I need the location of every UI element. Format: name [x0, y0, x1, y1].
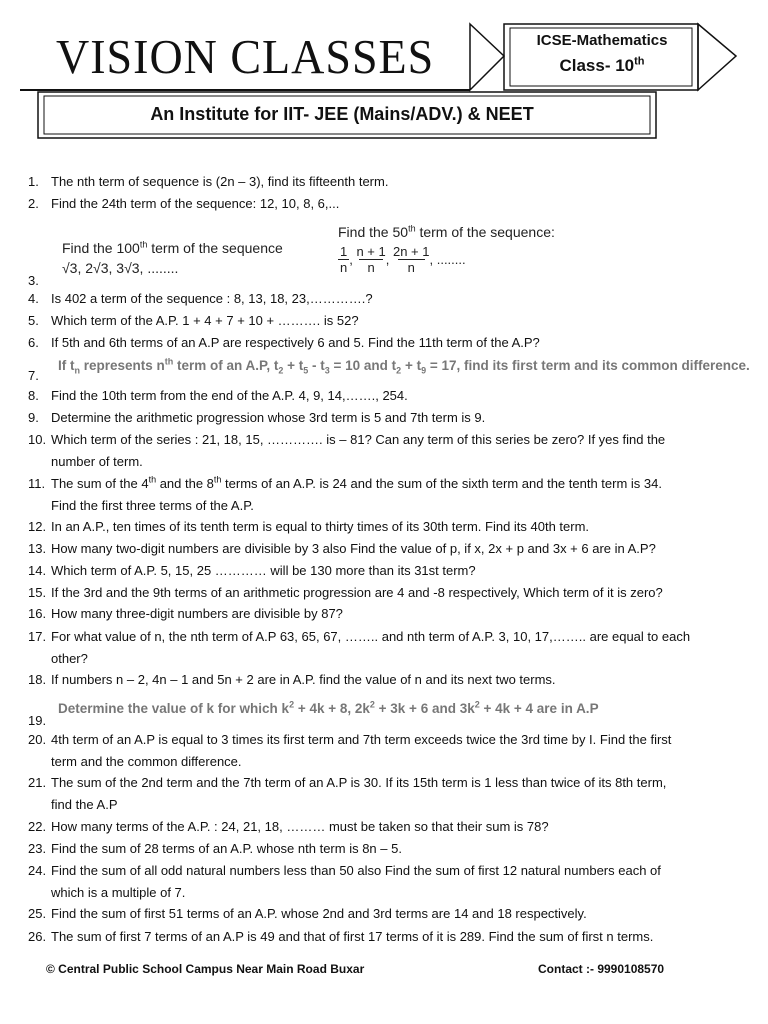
question-21-cont: find the A.P — [51, 797, 118, 812]
footer-contact: Contact :- 9990108570 — [538, 962, 665, 976]
question-17: 17. For what value of n, the nth term of A.P 63, 65, 67, …….. and nth term of A.P. 3, 10, 17,…….. are equal to each — [28, 629, 691, 644]
question-7: If $t_n$ represents $n^{th}$ term of an A.P, $t_2 + t_5 - t_3 = 10$ and $t_2 + t_9 = 17$, find its first term and its common difference. — [58, 356, 750, 376]
question-23: 23. Find the sum of 28 terms of an A.P. whose nth term is 8n – 5. — [28, 841, 402, 856]
footer-address: © Central Public School Campus Near Main Road Buxar — [46, 962, 365, 976]
class-label: Class- 10th — [559, 55, 645, 75]
question-25: 25. Find the sum of first 51 terms of an A.P. whose 2nd and 3rd terms are 14 and 18 respectively. — [28, 906, 587, 921]
question-11: 11. The sum of the 4th and the 8th terms of an A.P. is 24 and the sum of the sixth term and the tenth term is 34. — [28, 474, 662, 491]
question-17-cont: other? — [51, 651, 88, 666]
question-20: 20. 4th term of an A.P is equal to 3 times its first term and 7th term exceeds twice the 3rd time by I. Find the first — [28, 732, 672, 747]
question-3-number: 3. — [28, 273, 39, 288]
question-22: 22. How many terms of the A.P. : 24, 21, 18, ……… must be taken so that their sum is 78? — [28, 819, 549, 834]
tagline: An Institute for IIT- JEE (Mains/ADV.) & NEET — [150, 104, 534, 124]
question-13: 13. How many two-digit numbers are divisible by 3 also Find the value of p, if x, 2x + p and 3x + 6 are in A.P? — [28, 541, 656, 556]
question-16: 16. How many three-digit numbers are divisible by 87? — [28, 606, 343, 621]
question-14: 14. Which term of A.P. 5, 15, 25 ………… will be 130 more than its 31st term? — [28, 563, 476, 578]
brand-title: VISION CLASSES — [56, 29, 435, 84]
question-24: 24. Find the sum of all odd natural numbers less than 50 also Find the sum of first 12 natural numbers each of — [28, 863, 661, 878]
question-10-cont: number of term. — [51, 454, 143, 469]
question-5: 5. Which term of the A.P. 1 + 4 + 7 + 10 + ………. is 52? — [28, 313, 359, 328]
question-19: Determine the value of k for which $k^2 + 4k + 8$, $2k^2 + 3k + 6$ and $3k^2 + 4k + 4$ are in A.P — [58, 699, 599, 716]
question-8: 8. Find the 10th term from the end of the A.P. 4, 9, 14,……., 254. — [28, 388, 408, 403]
question-1: 1. The nth term of sequence is (2n – 3), find its fifteenth term. — [28, 174, 389, 189]
question-2: 2. Find the 24th term of the sequence: 12, 10, 8, 6,... — [28, 196, 340, 211]
question-18: 18. If numbers n – 2, 4n – 1 and 5n + 2 are in A.P. find the value of n and its next two terms. — [28, 672, 556, 687]
question-4: 4. Is 402 a term of the sequence : 8, 13, 18, 23,………….? — [28, 291, 373, 306]
question-12: 12. In an A.P., ten times of its tenth term is equal to thirty times of its 30th term. Find its 40th term. — [28, 519, 590, 534]
question-3b: Find the 50th term of the sequence: 1 n , n + 1 n , 2n + 1 n , ........ — [338, 223, 555, 275]
question-15: 15. If the 3rd and the 9th terms of an arithmetic progression are 4 and -8 respectively, Which term of it is zero? — [28, 585, 663, 600]
question-9: 9. Determine the arithmetic progression whose 3rd term is 5 and 7th term is 9. — [28, 410, 486, 425]
question-20-cont: term and the common difference. — [51, 754, 242, 769]
question-10: 10. Which term of the series : 21, 18, 15, …………. is – 81? Can any term of this series be zero? If yes find the — [28, 432, 666, 447]
subject-label: ICSE-Mathematics — [536, 32, 668, 49]
question-26: 26. The sum of first 7 terms of an A.P is 49 and that of first 17 terms of it is 289. Find the sum of first n terms. — [28, 929, 654, 944]
question-24-cont: which is a multiple of 7. — [51, 885, 186, 900]
question-19-number: 19. — [28, 713, 47, 728]
question-3a: Find the 100th term of the sequence √3, 2√3, 3√3, ........ — [62, 239, 283, 276]
page-header — [0, 0, 768, 150]
question-21: 21. The sum of the 2nd term and the 7th term of an A.P is 30. If its 15th term is 1 less than twice of its 8th term, — [28, 775, 667, 790]
question-6: 6. If 5th and 6th terms of an A.P are respectively 6 and 5. Find the 11th term of the A.P? — [28, 335, 540, 350]
question-11-cont: Find the first three terms of the A.P. — [51, 498, 254, 513]
question-7-number: 7. — [28, 368, 39, 383]
